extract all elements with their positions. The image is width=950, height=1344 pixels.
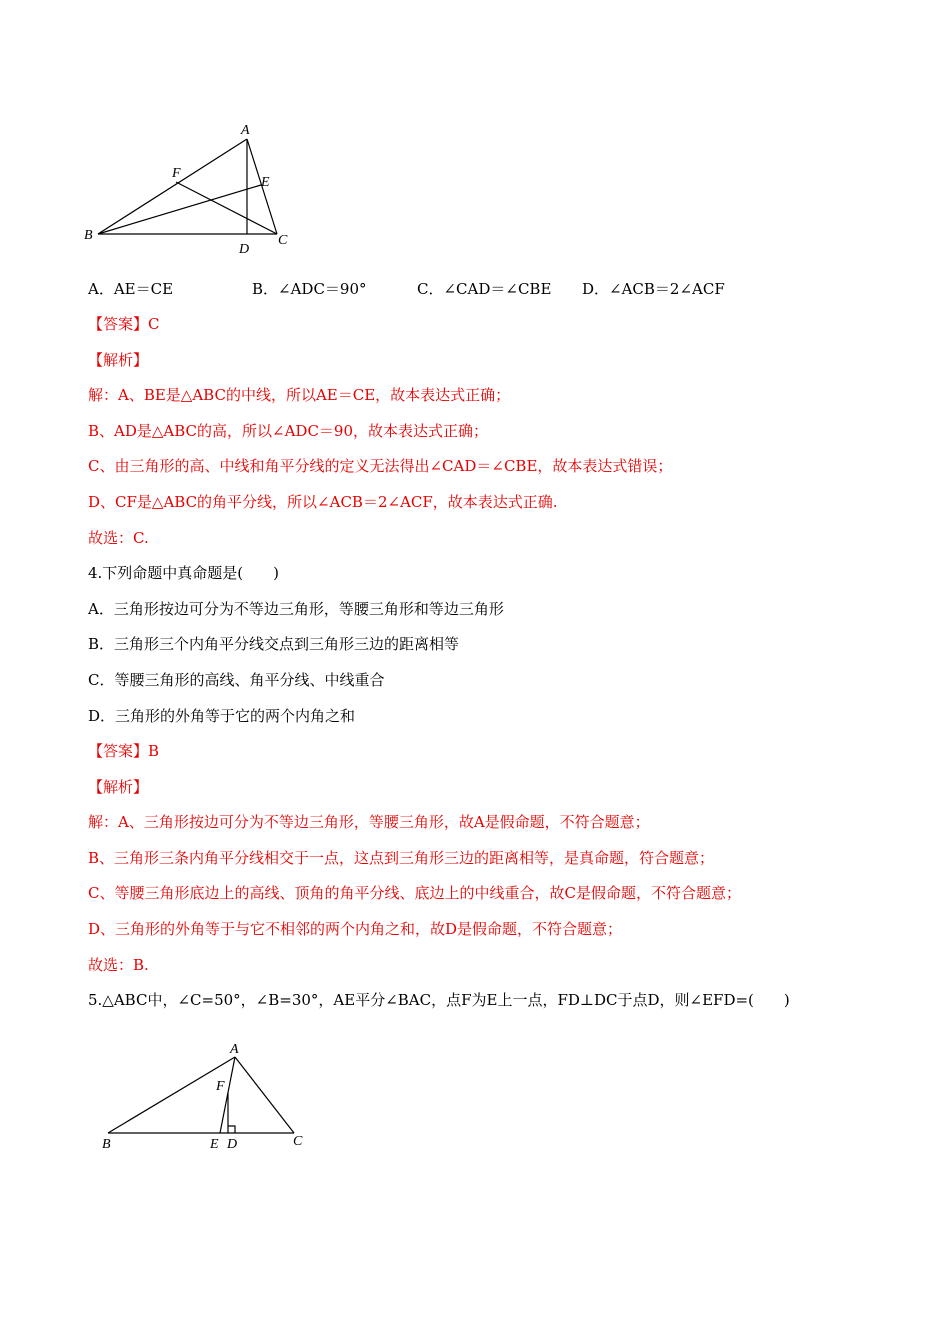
q4-conclusion: 故选：B.: [88, 956, 149, 974]
q3-option-d: D．∠ACB＝2∠ACF: [582, 280, 725, 298]
segment-AB: [98, 139, 247, 234]
q3-option-a: A．AE＝CE: [88, 280, 174, 298]
q4-analysis-line-4: D、三角形的外角等于与它不相邻的两个内角之和，故D是假命题，不符合题意；: [88, 920, 623, 938]
label-A: A: [230, 1042, 239, 1057]
q3-answer: 【答案】C: [88, 315, 160, 333]
label-E: E: [261, 175, 270, 190]
segment-AB: [108, 1057, 235, 1133]
segment-AC: [235, 1057, 294, 1133]
figure-2-triangle: [96, 1038, 316, 1158]
q3-analysis-line-4: D、CF是△ABC的角平分线，所以∠ACB＝2∠ACF，故本表达式正确.: [88, 493, 558, 511]
segment-BE: [98, 185, 261, 234]
label-C: C: [278, 233, 288, 248]
label-A: A: [241, 123, 250, 138]
q3-analysis-line-2: B、AD是△ABC的高，所以∠ADC＝90，故本表达式正确；: [88, 422, 489, 440]
q3-option-b: B．∠ADC＝90°: [252, 280, 367, 298]
label-D: D: [227, 1137, 238, 1152]
q4-option-d: D．三角形的外角等于它的两个内角之和: [88, 707, 356, 725]
label-D: D: [239, 242, 250, 257]
q3-analysis-title: 【解析】: [88, 351, 149, 369]
label-B: B: [102, 1137, 111, 1152]
label-F: F: [172, 166, 181, 181]
q4-answer: 【答案】B: [88, 742, 160, 760]
label-B: B: [84, 228, 93, 243]
right-angle-mark: [228, 1126, 235, 1133]
q4-analysis-line-2: B、三角形三条内角平分线相交于一点，这点到三角形三边的距离相等，是真命题，符合题意；: [88, 849, 715, 867]
q3-conclusion: 故选：C.: [88, 529, 149, 547]
q4-analysis-line-1: 解：A、三角形按边可分为不等边三角形，等腰三角形，故A是假命题，不符合题意；: [88, 813, 650, 831]
figure-1-triangle: [80, 118, 310, 263]
q4-option-a: A．三角形按边可分为不等边三角形，等腰三角形和等边三角形: [88, 600, 504, 618]
label-E: E: [210, 1137, 219, 1152]
q3-analysis-line-1: 解：A、BE是△ABC的中线，所以AE＝CE，故本表达式正确；: [88, 386, 511, 404]
q4-option-c: C．等腰三角形的高线、角平分线、中线重合: [88, 671, 385, 689]
q4-option-b: B．三角形三个内角平分线交点到三角形三边的距离相等: [88, 635, 460, 653]
q4-analysis-line-3: C、等腰三角形底边上的高线、顶角的角平分线、底边上的中线重合，故C是假命题，不符合题意；: [88, 884, 741, 902]
q3-option-c: C．∠CAD＝∠CBE: [417, 280, 552, 298]
label-F: F: [216, 1079, 225, 1094]
q4-analysis-title: 【解析】: [88, 778, 149, 796]
q4-stem: 4.下列命题中真命题是( ): [88, 564, 280, 582]
label-C: C: [293, 1134, 303, 1149]
q3-analysis-line-3: C、由三角形的高、中线和角平分线的定义无法得出∠CAD＝∠CBE，故本表达式错误；: [88, 457, 673, 475]
q5-stem: 5.△ABC中，∠C=50°，∠B=30°，AE平分∠BAC，点F为E上一点，FD⊥DC于点D，则∠EFD=( ): [88, 991, 790, 1009]
